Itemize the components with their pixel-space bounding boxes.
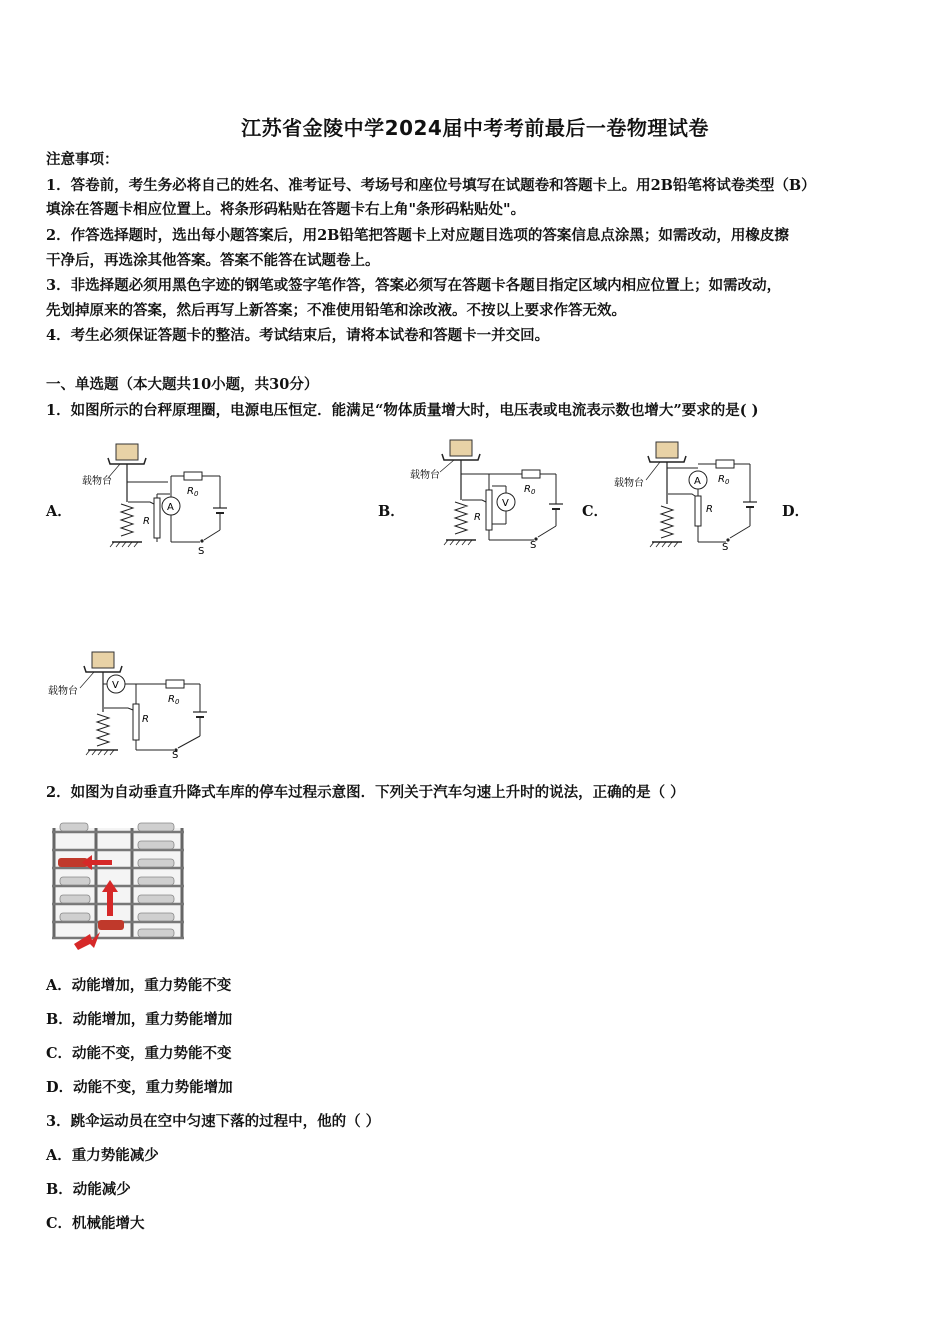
page-title: 江苏省金陵中学2024届中考考前最后一卷物理试卷 — [241, 116, 709, 140]
label-r0: $R_0$ — [718, 474, 730, 486]
svg-text:S: S — [172, 750, 179, 760]
q2-option-d[interactable]: D．动能不变，重力势能增加 — [46, 1079, 233, 1096]
label-r: R — [143, 516, 150, 527]
platform-label: 载物台 — [410, 470, 440, 481]
notice-line: 4．考生必须保证答题卡的整洁。考试结束后，请将本试卷和答题卡一并交回。 — [46, 327, 550, 344]
question-3-stem: 3．跳伞运动员在空中匀速下落的过程中，他的（ ） — [46, 1113, 381, 1130]
resistor-r0 — [716, 460, 734, 468]
spring-icon — [455, 502, 467, 534]
q1-option-c[interactable]: C． — [582, 503, 609, 520]
resistor-r0 — [166, 680, 184, 688]
circuit-diagram-b — [410, 438, 570, 550]
q2-option-c[interactable]: C．动能不变，重力势能不变 — [46, 1045, 232, 1062]
q3-option-c[interactable]: C．机械能增大 — [46, 1215, 145, 1232]
platform-label: 载物台 — [614, 478, 644, 489]
label-r: R — [142, 714, 149, 725]
platform-label: 载物台 — [48, 686, 78, 697]
svg-text:S: S — [530, 540, 537, 550]
spring-icon — [97, 714, 109, 746]
svg-text:S: S — [722, 542, 729, 552]
switch-icon — [178, 736, 200, 748]
resistor-r0 — [184, 472, 202, 480]
label-r: R — [706, 504, 713, 515]
notice-heading: 注意事项： — [46, 151, 119, 168]
parking-garage-image — [46, 820, 192, 952]
spring-icon — [661, 506, 673, 538]
object-box — [450, 440, 472, 456]
svg-text:A: A — [694, 476, 701, 487]
notice-line: 先划掉原来的答案，然后再写上新答案；不准使用铅笔和涂改液。不按以上要求作答无效。 — [46, 302, 626, 319]
svg-text:V: V — [502, 498, 509, 509]
circuit-diagram-a — [80, 442, 240, 554]
q3-option-a[interactable]: A．重力势能减少 — [46, 1147, 159, 1164]
svg-text:V: V — [112, 680, 119, 691]
rheostat-r — [486, 490, 492, 530]
label-r0: $R_0$ — [524, 484, 536, 496]
switch-icon — [204, 530, 220, 540]
object-box — [656, 442, 678, 458]
rheostat-r — [695, 496, 701, 526]
notice-line: 2．作答选择题时，选出每小题答案后，用2B铅笔把答题卡上对应题目选项的答案信息点涂黑；如需改动，用橡皮擦 — [46, 227, 789, 244]
q1-option-d[interactable]: D． — [782, 503, 810, 520]
notice-line: 填涂在答题卡相应位置上。将条形码粘贴在答题卡右上角"条形码粘贴处"。 — [46, 201, 526, 218]
label-r0: $R_0$ — [168, 694, 180, 706]
object-box — [116, 444, 138, 460]
question-1-stem: 1．如图所示的台秤原理圈，电源电压恒定．能满足“物体质量增大时，电压表或电流表示数也增大”要求的是( ) — [46, 402, 759, 419]
question-2-stem: 2．如图为自动垂直升降式车库的停车过程示意图．下列关于汽车匀速上升时的说法，正确的是（ ） — [46, 784, 685, 801]
spring-icon — [121, 504, 133, 536]
rheostat-r — [133, 704, 139, 740]
section-heading: 一、单选题（本大题共10小题，共30分） — [46, 376, 319, 393]
q2-option-a[interactable]: A．动能增加，重力势能不变 — [46, 977, 232, 994]
q1-option-b[interactable]: B． — [378, 503, 405, 520]
platform-label: 载物台 — [82, 476, 112, 487]
notice-line: 干净后，再选涂其他答案。答案不能答在试题卷上。 — [46, 252, 380, 269]
label-r: R — [474, 512, 481, 523]
object-box — [92, 652, 114, 668]
q1-option-a[interactable]: A． — [46, 503, 72, 520]
switch-icon — [538, 526, 556, 537]
circuit-diagram-d — [48, 650, 218, 760]
switch-icon — [730, 526, 750, 538]
notice-line: 3．非选择题必须用黑色字迹的钢笔或签字笔作答，答案必须写在答题卡各题目指定区域内相应位置上；如需改动， — [46, 277, 782, 294]
svg-text:A: A — [167, 502, 174, 513]
rheostat-r — [154, 498, 160, 538]
resistor-r0 — [522, 470, 540, 478]
q3-option-b[interactable]: B．动能减少 — [46, 1181, 131, 1198]
svg-text:S: S — [198, 546, 205, 554]
notice-line: 1．答卷前，考生务必将自己的姓名、准考证号、考场号和座位号填写在试题卷和答题卡上。用2B铅笔将试卷类型（B） — [46, 177, 816, 194]
circuit-diagram-c — [612, 440, 772, 552]
label-r0: $R_0$ — [187, 486, 199, 498]
q2-option-b[interactable]: B．动能增加，重力势能增加 — [46, 1011, 233, 1028]
